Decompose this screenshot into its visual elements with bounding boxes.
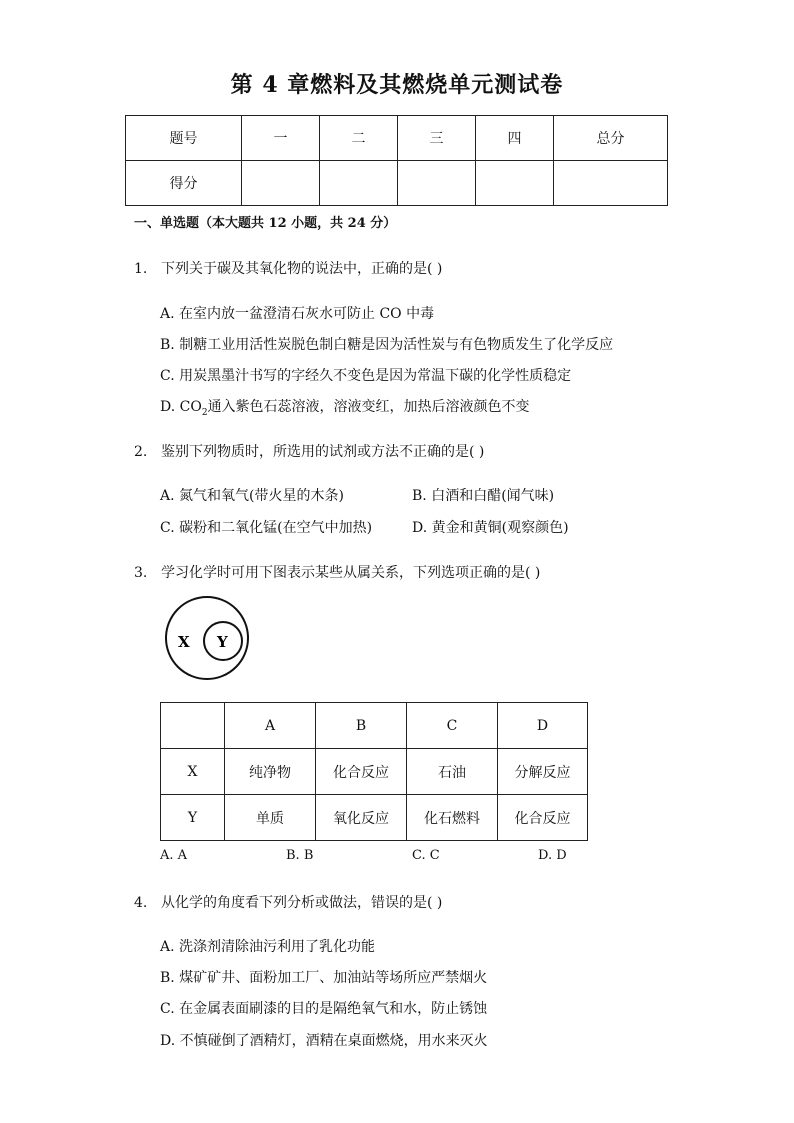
- option-d[interactable]: [160, 396, 530, 418]
- score-table-score-row: [126, 161, 668, 206]
- relation-cell: 纯净物: [225, 749, 316, 795]
- relation-header-cell: D: [498, 703, 588, 749]
- question-text: 从化学的角度看下列分析或做法，错误的是( ): [161, 895, 443, 911]
- subscript: 2: [201, 407, 208, 418]
- option-d[interactable]: D. 不慎碰倒了酒精灯，酒精在桌面燃烧，用水来灭火: [160, 1033, 488, 1049]
- relation-row-y: [161, 795, 588, 841]
- relation-cell: 氧化反应: [316, 795, 407, 841]
- option-c[interactable]: C. 用炭黑墨汁书写的字经久不变色是因为常温下碳的化学性质稳定: [160, 368, 572, 384]
- relation-cell: 化石燃料: [407, 795, 498, 841]
- question-1: [134, 258, 442, 278]
- venn-diagram: [163, 596, 253, 680]
- question-text: 下列关于碳及其氧化物的说法中，正确的是( ): [161, 261, 443, 277]
- score-row-label: 得分: [126, 161, 242, 206]
- option-c[interactable]: C. C: [412, 848, 440, 863]
- option-d-rest: 通入紫色石蕊溶液，溶液变红，加热后溶液颜色不变: [207, 399, 530, 415]
- relation-header-row: [161, 703, 588, 749]
- score-table: [125, 115, 668, 206]
- option-d[interactable]: D. D: [538, 848, 567, 863]
- score-cell: [398, 161, 476, 206]
- outer-label: X: [178, 633, 190, 651]
- option-b[interactable]: B. 制糖工业用活性炭脱色制白糖是因为活性炭与有色物质发生了化学反应: [160, 337, 614, 353]
- relation-cell: Y: [161, 795, 225, 841]
- relation-cell: 分解反应: [498, 749, 588, 795]
- question-text: 学习化学时可用下图表示某些从属关系，下列选项正确的是( ): [161, 565, 541, 581]
- option-d[interactable]: D. 黄金和黄铜(观察颜色): [412, 520, 569, 536]
- relation-row-x: [161, 749, 588, 795]
- question-2: [134, 441, 484, 461]
- score-table-header-row: [126, 116, 668, 161]
- question-number: 2.: [134, 444, 148, 460]
- score-cell: [242, 161, 320, 206]
- question-number: 1.: [134, 261, 148, 277]
- option-a[interactable]: A. 氮气和氧气(带火星的木条): [160, 488, 344, 504]
- relation-cell: 化合反应: [498, 795, 588, 841]
- relation-header-cell: A: [225, 703, 316, 749]
- question-number: 4.: [134, 895, 148, 911]
- option-d-prefix: D. CO: [160, 399, 202, 415]
- option-a[interactable]: A. 在室内放一盆澄清石灰水可防止 CO 中毒: [160, 306, 435, 322]
- question-4: [134, 892, 442, 912]
- relation-table: [160, 702, 588, 841]
- section-heading: 一、单选题（本大题共 12 小题，共 24 分）: [134, 216, 397, 231]
- score-header-cell: 一: [242, 116, 320, 161]
- page-title: 第 4 章燃料及其燃烧单元测试卷: [230, 72, 564, 98]
- option-a[interactable]: A. 洗涤剂清除油污利用了乳化功能: [160, 939, 376, 955]
- question-text: 鉴别下列物质时，所选用的试剂或方法不正确的是( ): [161, 444, 485, 460]
- relation-header-cell: B: [316, 703, 407, 749]
- score-header-cell: 二: [320, 116, 398, 161]
- score-header-cell: 题号: [126, 116, 242, 161]
- score-header-cell: 总分: [554, 116, 668, 161]
- option-b[interactable]: B. B: [286, 848, 314, 863]
- score-header-cell: 三: [398, 116, 476, 161]
- question-3: [134, 562, 540, 582]
- question-number: 3.: [134, 565, 148, 581]
- relation-header-cell: [161, 703, 225, 749]
- option-c[interactable]: C. 在金属表面刷漆的目的是隔绝氧气和水，防止锈蚀: [160, 1001, 488, 1017]
- option-b[interactable]: B. 煤矿矿井、面粉加工厂、加油站等场所应严禁烟火: [160, 970, 488, 986]
- relation-cell: 单质: [225, 795, 316, 841]
- option-b[interactable]: B. 白酒和白醋(闻气味): [412, 488, 555, 504]
- score-header-cell: 四: [476, 116, 554, 161]
- relation-cell: X: [161, 749, 225, 795]
- relation-cell: 化合反应: [316, 749, 407, 795]
- score-cell: [320, 161, 398, 206]
- inner-label: Y: [217, 633, 228, 651]
- score-cell: [476, 161, 554, 206]
- option-c[interactable]: C. 碳粉和二氧化锰(在空气中加热): [160, 520, 373, 536]
- relation-cell: 石油: [407, 749, 498, 795]
- relation-header-cell: C: [407, 703, 498, 749]
- option-a[interactable]: A. A: [160, 848, 188, 863]
- score-cell: [554, 161, 668, 206]
